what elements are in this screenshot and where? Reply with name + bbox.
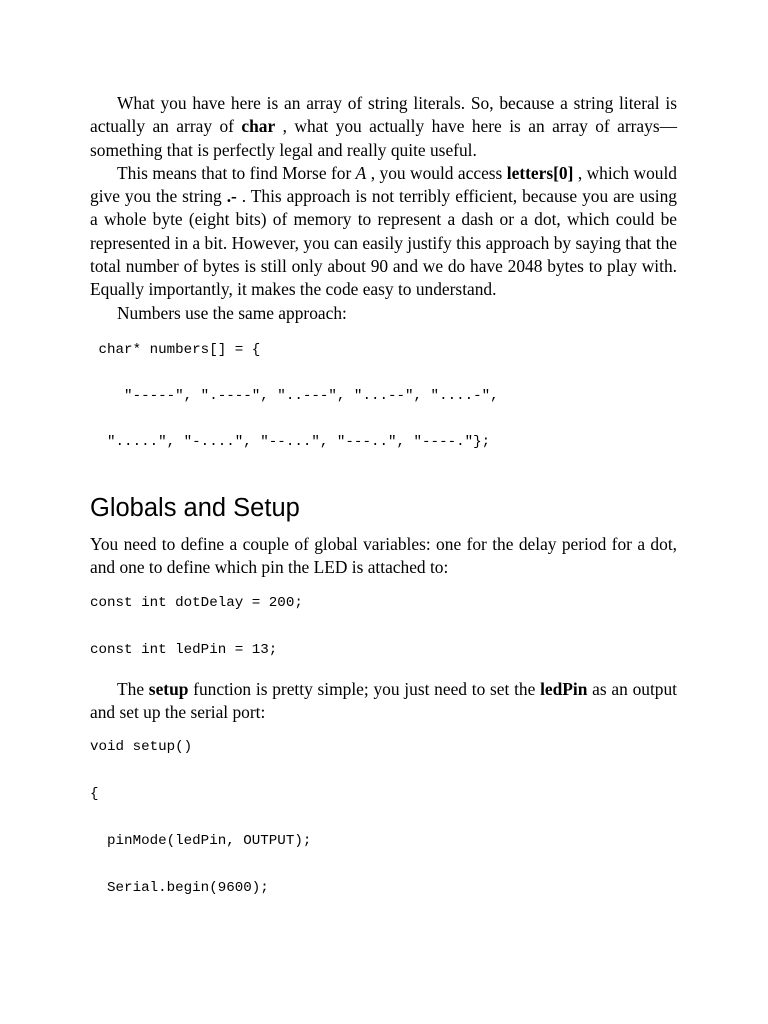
code-line: char* numbers[] = { [90,341,261,358]
code-line: Serial.begin(9600); [90,880,269,897]
emphasis-letter: A [355,162,367,183]
paragraph-morse-lookup [90,162,677,302]
text: This means that to find Morse for [117,162,356,183]
text: What you have here is an array of string literals. So, because a string literal is actually an array of [90,93,677,137]
section-heading: Globals and Setup [90,493,300,522]
text: , which would give you the string [90,162,677,207]
text: as an output and set up the serial port: [90,678,678,722]
code-line: "-----", ".----", "..---", "...--", "....-", [90,387,499,404]
paragraph-string-literals [90,92,677,162]
paragraph-globals-intro: You need to define a couple of global variables: one for the delay period for a dot, and one to define which pin the LED is attached to: [90,533,677,578]
code-line: { [90,786,99,803]
paragraph-numbers-intro: Numbers use the same approach: [117,302,347,323]
code-line: const int dotDelay = 200; [90,594,303,611]
code-line: const int ledPin = 13; [90,641,278,658]
inline-code-setup: setup [148,678,189,699]
text: , what you actually have here is an array of arrays—something that is perfectly legal and really quite useful. [90,116,677,160]
text: The [117,678,149,699]
code-line: void setup() [90,739,193,756]
paragraph-setup-intro [90,678,677,725]
inline-code-char: char [241,116,276,137]
text: , you would access [366,162,507,183]
code-line: pinMode(ledPin, OUTPUT); [90,833,312,850]
document-page [90,92,677,897]
inline-code-letters: letters[0] [506,162,574,183]
inline-code-dot-dash: .- [226,186,237,207]
inline-code-ledpin: ledPin [540,678,588,699]
code-line: ".....", "-....", "--...", "---..", "----."}; [90,433,491,450]
text: function is pretty simple; you just need to set the [188,678,541,699]
text: . This approach is not terribly efficient, because you are using a whole byte (eight bits) of memory to represent a dash or a dot, which could be represented in a bit. However, you can easily justify this approach by saying that the total number of bytes is still only about 90 and we do have 2048 bytes to play with. Equally importantly, it makes the code easy to understand. [90,186,677,300]
